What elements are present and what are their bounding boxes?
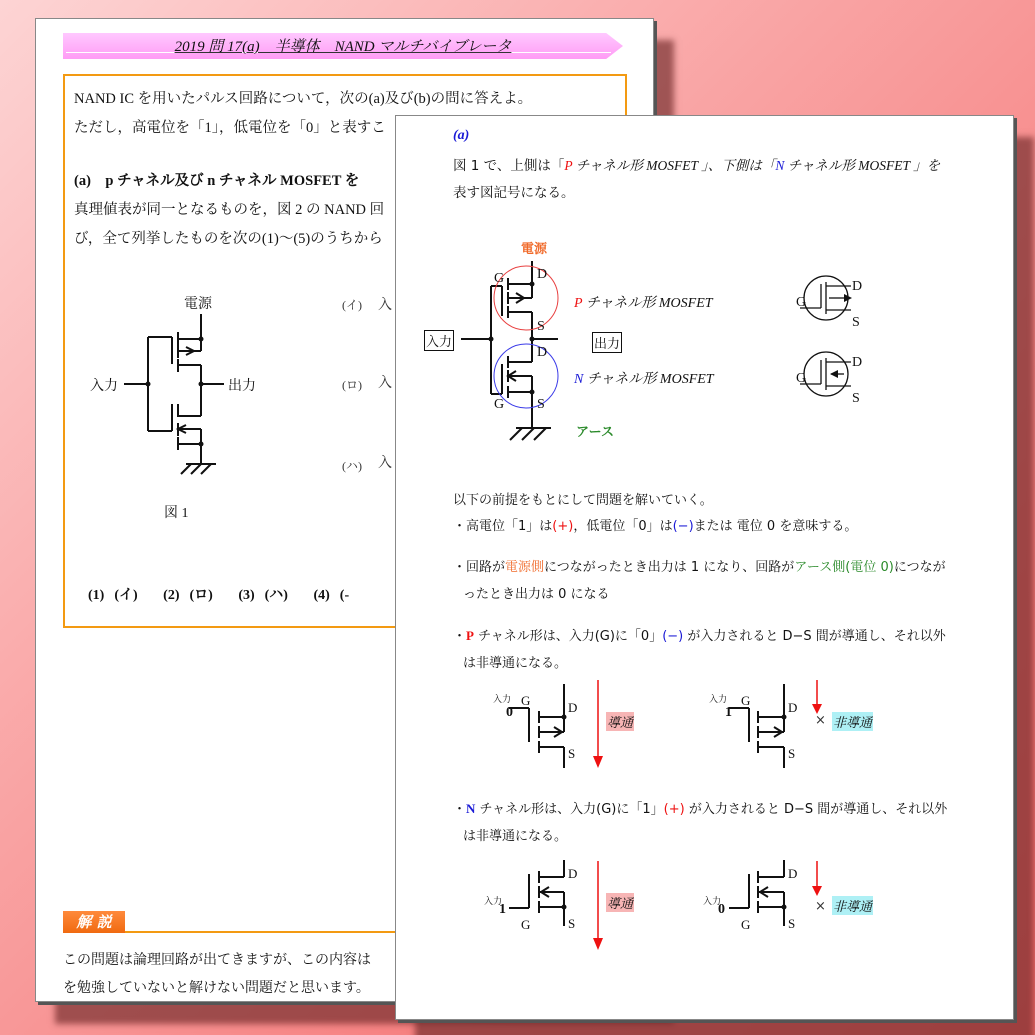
n-on-input-label: 入力 <box>484 897 503 907</box>
n-channel-label: N チャネル形 MOSFET <box>574 372 714 387</box>
bullet-2: ・回路が電源側につながったとき出力は 1 になり、回路がアース側(電位 0)につなが <box>453 560 946 575</box>
svg-text:0: 0 <box>718 902 725 917</box>
svg-text:S: S <box>568 746 576 761</box>
p-gate-label: G <box>494 271 505 286</box>
p-on-result-badge: 導通 <box>606 712 634 731</box>
svg-text:D: D <box>788 700 798 715</box>
svg-text:D: D <box>568 866 578 881</box>
n-gate-label: G <box>494 397 505 412</box>
answer-options <box>88 584 371 604</box>
part-a-line-3: び，全て列挙したものを次の(1)〜(5)のうちから <box>74 231 383 247</box>
bullet-4-line-2: は非導通になる。 <box>463 829 568 844</box>
bullet-1: ・高電位「1」は(+)，低電位「0」は(−)または 電位 0 を意味する。 <box>453 519 858 534</box>
n-source-label: S <box>537 397 545 412</box>
n-off-mark: × <box>815 899 826 914</box>
intro-line-2: ただし，高電位を「1」，低電位を「0」と表すこ <box>74 120 386 136</box>
answer-option-2[interactable]: (2) (ロ) <box>163 588 213 603</box>
bullet-4: ・N チャネル形は、入力(G)に「1」(+) が入力されると D−S 間が導通し、それ以外 <box>453 801 948 817</box>
bullet-2-line-2: ったとき出力は 0 になる <box>463 587 610 602</box>
p-channel-label: P チャネル形 MOSFET <box>574 296 713 311</box>
section-label: (a) <box>453 128 470 143</box>
svg-text:G: G <box>741 917 751 932</box>
p-source-label: S <box>537 319 545 334</box>
bullet-3: ・P チャネル形は、入力(G)に「0」(−) が入力されると D−S 間が導通し、それ以外 <box>453 628 946 644</box>
svg-text:0: 0 <box>506 705 513 720</box>
input-label: 入力 <box>424 330 454 351</box>
kaisetsu-line-2: を勉強していないと解けない問題だと思います。 <box>63 980 370 996</box>
kaisetsu-line-1: この問題は論理回路が出てきますが、この内容は <box>63 952 371 968</box>
svg-text:D: D <box>568 700 578 715</box>
bullet-3-line-2: は非導通になる。 <box>463 656 568 671</box>
intro-line-1: 図 1 で、上側は「P チャネル形 MOSFET 」、下側は「N チャネル形 MOSFET 」を <box>453 158 941 174</box>
sym-p-s: S <box>852 315 860 330</box>
n-drain-label: D <box>537 345 548 360</box>
part-a-line-2: 真理値表が同一となるものを，図 2 の NAND 回 <box>74 202 385 218</box>
choice-ro-text: 入 <box>378 376 392 391</box>
sym-p-g: G <box>796 295 807 310</box>
choice-ha-label: (ハ) <box>342 459 362 473</box>
answer-page <box>395 115 1014 1020</box>
p-on-input-label: 入力 <box>493 695 512 705</box>
p-drain-label: D <box>537 267 548 282</box>
kaisetsu-heading: 解 説 <box>63 911 125 933</box>
sym-p-d: D <box>852 279 863 294</box>
page-title: 2019 問 17(a) 半導体 NAND マルチバイブレータ <box>174 39 512 55</box>
choice-i-text: 入 <box>378 298 392 313</box>
svg-text:G: G <box>521 917 531 932</box>
p-off-result-badge: 非導通 <box>832 712 873 731</box>
p-off-input-label: 入力 <box>709 695 728 705</box>
fig1-input-label: 入力 <box>90 379 118 394</box>
intro-line-2: 表す図記号になる。 <box>453 185 575 201</box>
answer-option-1[interactable]: (1) (イ) <box>88 588 138 603</box>
svg-text:1: 1 <box>499 902 506 917</box>
svg-text:1: 1 <box>725 705 732 720</box>
premise-text: 以下の前提をもとにして問題を解いていく。 <box>453 493 713 508</box>
svg-text:G: G <box>741 693 751 708</box>
answer-option-4[interactable]: (4) (- <box>313 588 350 603</box>
svg-text:S: S <box>568 916 576 931</box>
intro-line-1: NAND IC を用いたパルス回路について，次の(a)及び(b)の問に答えよ。 <box>74 91 533 107</box>
n-off-input-label: 入力 <box>703 897 722 907</box>
fig1-power-label: 電源 <box>184 297 212 312</box>
n-on-result-badge: 導通 <box>606 893 634 912</box>
p-off-mark: × <box>815 713 826 728</box>
fig1-caption: 図 1 <box>164 506 189 521</box>
choice-ro-label: (ロ) <box>342 378 362 392</box>
n-off-result-badge: 非導通 <box>832 896 873 915</box>
sym-n-s: S <box>852 391 860 406</box>
ground-label: アース <box>576 425 614 440</box>
svg-text:S: S <box>788 746 796 761</box>
svg-text:D: D <box>788 866 798 881</box>
choice-ha-text: 入 <box>378 456 392 471</box>
p-channel-examples <box>396 116 1013 1019</box>
power-label: 電源 <box>521 242 548 257</box>
output-label: 出力 <box>592 332 622 353</box>
sym-n-g: G <box>796 371 807 386</box>
svg-text:G: G <box>521 693 531 708</box>
answer-option-3[interactable]: (3) (ハ) <box>238 588 288 603</box>
svg-text:S: S <box>788 916 796 931</box>
choice-i-label: (イ) <box>342 298 362 312</box>
fig1-output-label: 出力 <box>228 379 256 394</box>
sym-n-d: D <box>852 355 863 370</box>
part-a-line-1: (a) p チャネル及び n チャネル MOSFET を <box>74 173 360 189</box>
